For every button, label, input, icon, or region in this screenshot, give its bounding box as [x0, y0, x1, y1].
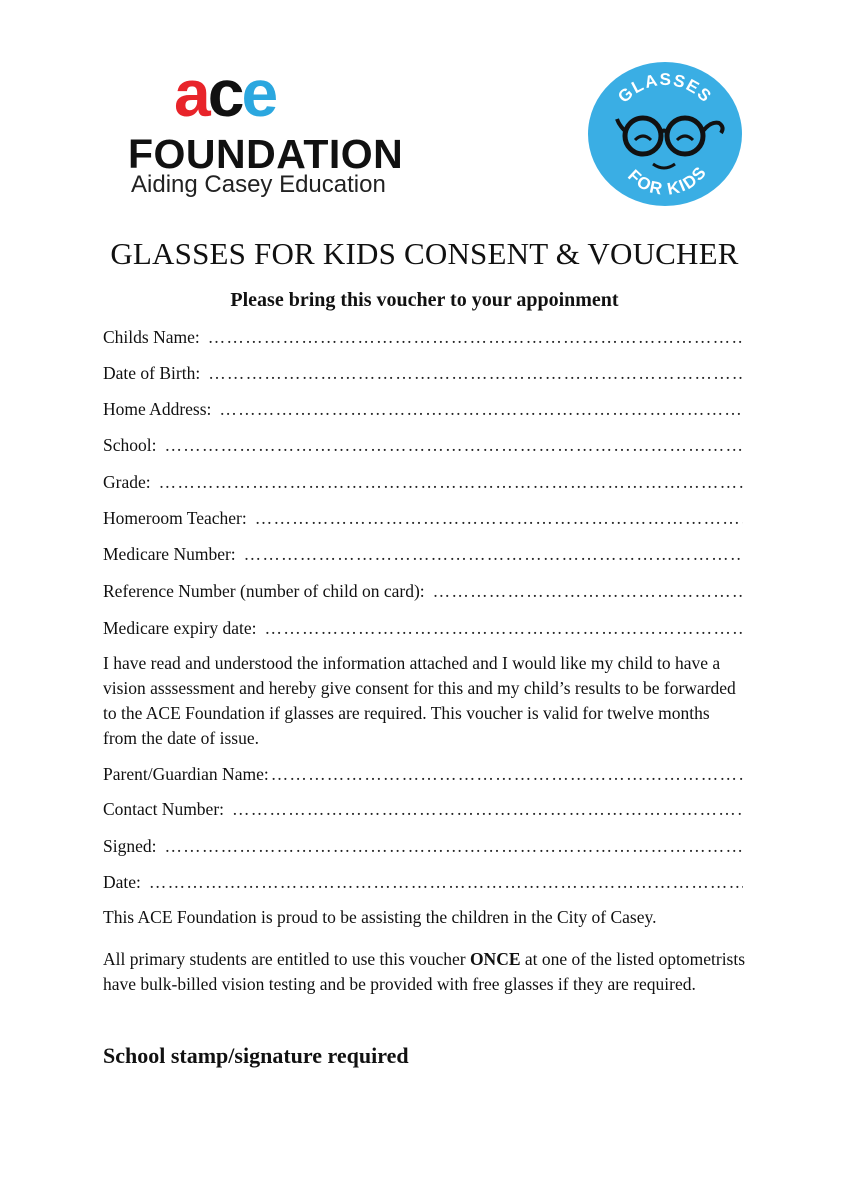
stamp-signature-note: School stamp/signature required	[103, 1043, 409, 1068]
fill-line[interactable]	[208, 325, 743, 349]
field-label: Homeroom Teacher:	[103, 508, 247, 528]
field-date[interactable]	[103, 870, 743, 894]
glasses-face-icon	[587, 61, 743, 207]
fill-line[interactable]	[164, 834, 743, 858]
fill-line[interactable]	[255, 506, 743, 530]
fill-line[interactable]	[164, 433, 743, 457]
proud-statement: This ACE Foundation is proud to be assisting the children in the City of Casey.	[103, 907, 657, 927]
ace-foundation-logo	[104, 58, 434, 208]
page-subtitle: Please bring this voucher to your appoinment	[230, 289, 619, 311]
field-label: Medicare expiry date:	[103, 618, 257, 638]
badge-bottom-text: FOR KIDS	[624, 162, 711, 199]
field-label: Date of Birth:	[103, 363, 201, 383]
field-label: Signed:	[103, 836, 157, 856]
badge-top-text: GLASSES	[614, 69, 716, 107]
field-grade[interactable]	[103, 470, 743, 494]
field-label: School:	[103, 435, 157, 455]
field-homeroom-teacher[interactable]	[103, 506, 743, 530]
field-medicare-expiry[interactable]	[103, 616, 743, 640]
field-label: Contact Number:	[103, 799, 225, 819]
once-emphasis: ONCE	[469, 949, 521, 969]
field-label: Grade:	[103, 472, 151, 492]
fill-line[interactable]	[149, 870, 743, 894]
ace-logo-foundation: FOUNDATION	[128, 131, 404, 177]
field-label: Parent/Guardian Name:	[103, 764, 269, 784]
field-school[interactable]	[103, 433, 743, 457]
field-parent-guardian-name[interactable]	[103, 762, 743, 786]
ace-logo-word: ace	[174, 56, 276, 130]
field-date-of-birth[interactable]	[103, 361, 743, 385]
entitlement-paragraph: All primary students are entitled to use this voucher ONCE at one of the listed optometrists have bulk-billed vision testing and be provided with free glasses if they are required.	[103, 949, 746, 994]
field-label: Childs Name:	[103, 327, 200, 347]
ace-logo-tagline: Aiding Casey Education	[131, 171, 386, 198]
field-label: Reference Number (number of child on card):	[103, 581, 425, 601]
field-reference-number[interactable]	[103, 579, 743, 603]
fill-line[interactable]	[219, 397, 743, 421]
fill-line[interactable]	[244, 542, 743, 566]
consent-paragraph: I have read and understood the information attached and I would like my child to have a vision asssessment and hereby give consent for this and my child’s results to be forwarded to the ACE Foundation if glasses are required. This voucher is valid for twelve months from the date of issue.	[103, 653, 736, 748]
glasses-for-kids-logo	[587, 61, 743, 207]
page-title: GLASSES FOR KIDS CONSENT & VOUCHER	[110, 236, 739, 271]
field-signed[interactable]	[103, 834, 743, 858]
field-home-address[interactable]	[103, 397, 743, 421]
field-child-name[interactable]	[103, 325, 743, 349]
fill-line[interactable]	[271, 762, 743, 786]
field-label: Medicare Number:	[103, 544, 236, 564]
fill-line[interactable]	[232, 797, 743, 821]
field-label: Home Address:	[103, 399, 212, 419]
field-contact-number[interactable]	[103, 797, 743, 821]
field-medicare-number[interactable]	[103, 542, 743, 566]
fill-line[interactable]	[265, 616, 743, 640]
field-label: Date:	[103, 872, 141, 892]
fill-line[interactable]	[433, 579, 743, 603]
fill-line[interactable]	[208, 361, 743, 385]
fill-line[interactable]	[159, 470, 743, 494]
